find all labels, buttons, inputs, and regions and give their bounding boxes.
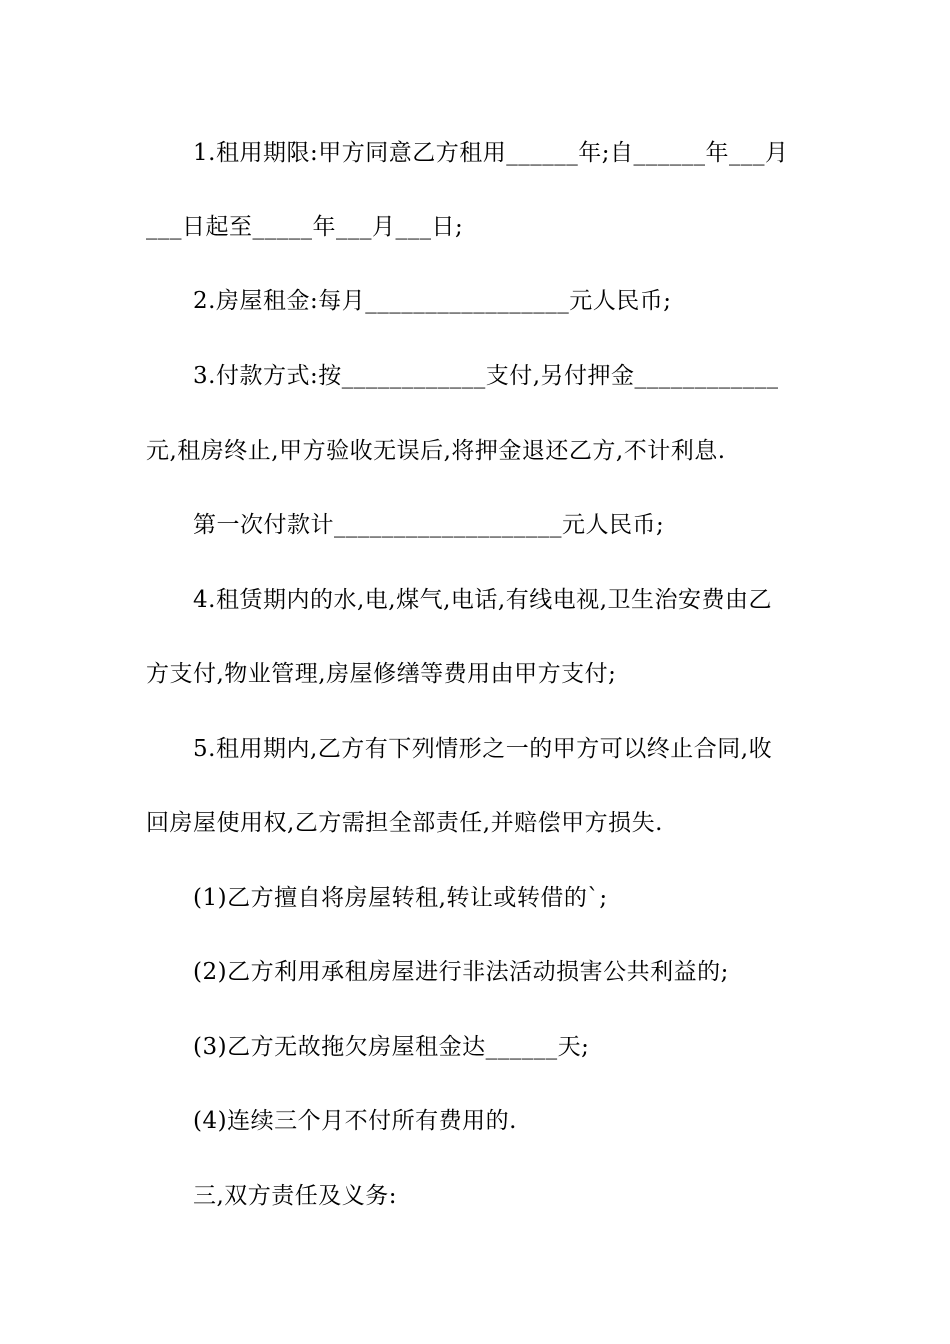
sub-clause-3: (3)乙方无故拖欠房屋租金达______天; [193,1034,590,1060]
sub-clause-4: (4)连续三个月不付所有费用的. [193,1108,517,1134]
clause-3-line-1: 3.付款方式:按____________支付,另付押金____________ [193,363,779,389]
clause-4-line-1: 4.租赁期内的水,电,煤气,电话,有线电视,卫生治安费由乙 [193,587,772,613]
sub-clause-1: (1)乙方擅自将房屋转租,转让或转借的`; [193,885,608,911]
clause-5-line-2: 回房屋使用权,乙方需担全部责任,并赔偿甲方损失. [146,810,663,836]
first-payment-line: 第一次付款计___________________元人民币; [193,512,665,538]
clause-3-line-2: 元,租房终止,甲方验收无误后,将押金退还乙方,不计利息. [146,438,726,464]
clause-4-line-2: 方支付,物业管理,房屋修缮等费用由甲方支付; [146,661,617,687]
section-3-heading: 三,双方责任及义务: [193,1183,398,1209]
clause-1-line-2: ___日起至_____年___月___日; [146,214,464,240]
clause-1-line-1: 1.租用期限:甲方同意乙方租用______年;自______年___月 [193,140,789,166]
clause-2-line-1: 2.房屋租金:每月_________________元人民币; [193,288,672,314]
sub-clause-2: (2)乙方利用承租房屋进行非法活动损害公共利益的; [193,959,729,985]
clause-5-line-1: 5.租用期内,乙方有下列情形之一的甲方可以终止合同,收 [193,736,773,762]
